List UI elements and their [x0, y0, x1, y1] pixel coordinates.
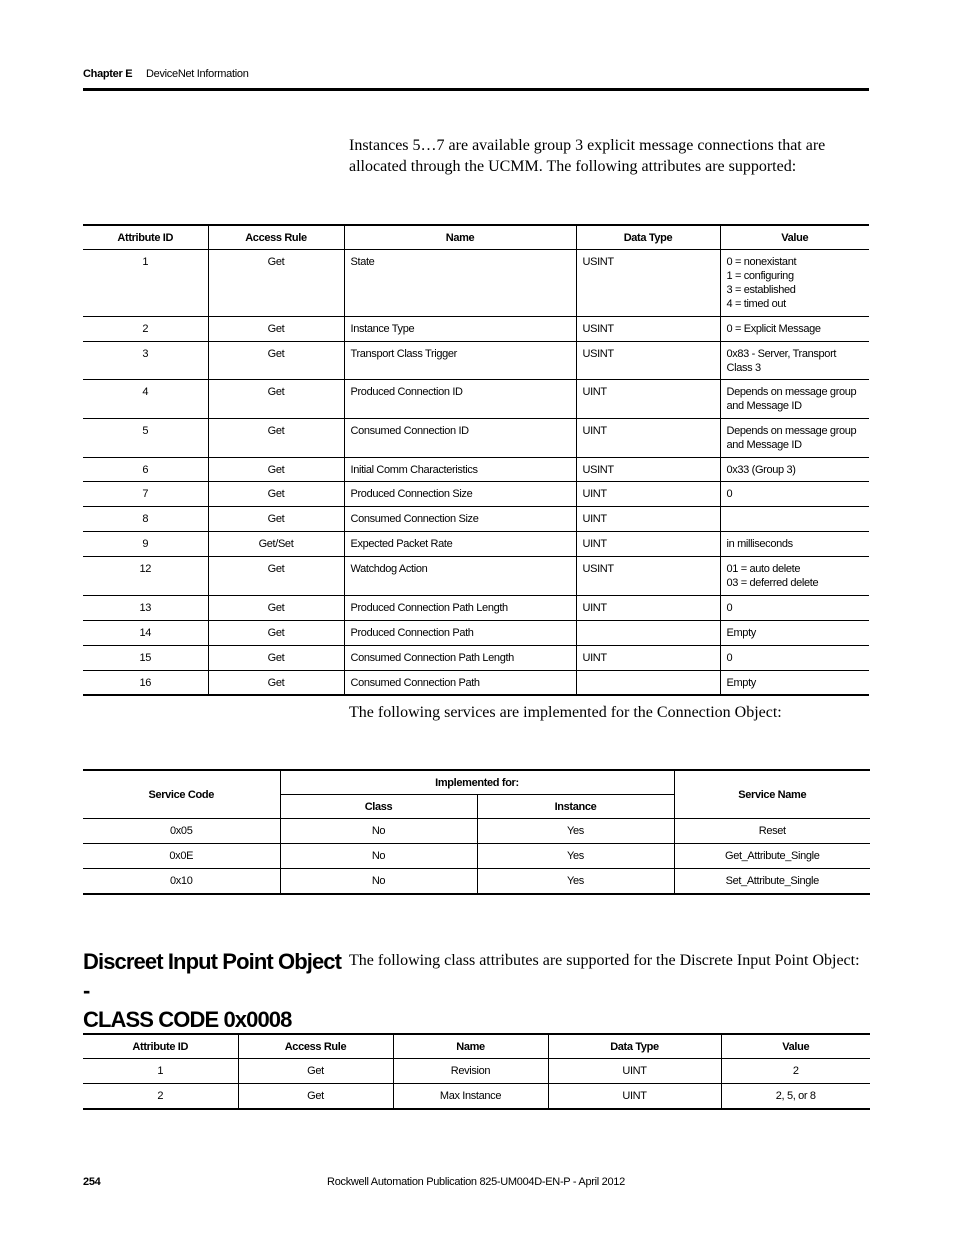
section-heading [83, 947, 343, 1034]
table-row [83, 482, 869, 507]
cell-service-code: 0x05 [83, 819, 280, 844]
cell-attribute-id: 4 [83, 380, 208, 419]
cell-attribute-id: 12 [83, 557, 208, 596]
col-header-data-type: Data Type [548, 1034, 721, 1059]
table-row [83, 557, 869, 596]
cell-value-line: 0 = Explicit Message [726, 323, 821, 335]
cell-name: Revision [393, 1059, 548, 1084]
cell-access-rule: Get [208, 317, 344, 342]
cell-attribute-id: 2 [83, 317, 208, 342]
table-row [83, 869, 870, 894]
table-header-row [83, 225, 869, 250]
cell-data-type: UINT [576, 380, 720, 419]
table-row [83, 458, 869, 482]
cell-attribute-id: 9 [83, 532, 208, 557]
col-header-attribute-id: Attribute ID [83, 225, 208, 250]
cell-value-line: 0 [726, 652, 733, 664]
cell-name: Consumed Connection ID [344, 419, 576, 458]
cell-data-type: USINT [576, 458, 720, 482]
cell-name: Produced Connection Path Length [344, 596, 576, 621]
cell-name: Transport Class Trigger [344, 342, 576, 380]
table-row [83, 317, 869, 342]
cell-data-type: UINT [548, 1059, 721, 1084]
cell-service-code: 0x10 [83, 869, 280, 894]
col-header-name: Name [344, 225, 576, 250]
cell-data-type: USINT [576, 317, 720, 342]
publication-info: Rockwell Automation Publication 825-UM004D-EN-P - April 2012 [327, 1176, 625, 1188]
col-header-service-code: Service Code [83, 770, 280, 819]
cell-access-rule: Get [208, 621, 344, 646]
cell-value-line: Depends on message group [726, 386, 857, 398]
col-header-value: Value [720, 225, 869, 250]
cell-value [720, 596, 869, 621]
cell-access-rule: Get [208, 380, 344, 419]
cell-attribute-id: 15 [83, 646, 208, 671]
cell-access-rule: Get/Set [208, 532, 344, 557]
cell-class: No [280, 819, 477, 844]
cell-name: Watchdog Action [344, 557, 576, 596]
table-row [83, 1084, 870, 1109]
intro-paragraph: Instances 5…7 are available group 3 explicit message connections that are allocated through the UCMM. The following attributes are supported: [349, 137, 826, 175]
page-footer [83, 1176, 869, 1192]
cell-value-line: and Message ID [726, 439, 802, 451]
chapter-title: DeviceNet Information [146, 68, 249, 80]
cell-name: Max Instance [393, 1084, 548, 1109]
cell-name: Produced Connection Path [344, 621, 576, 646]
cell-access-rule: Get [208, 250, 344, 317]
table-row [83, 646, 869, 671]
cell-value-line: 03 = deferred delete [726, 577, 819, 589]
cell-data-type: UINT [576, 596, 720, 621]
cell-instance: Yes [477, 869, 674, 894]
col-header-data-type: Data Type [576, 225, 720, 250]
cell-data-type: USINT [576, 342, 720, 380]
cell-attribute-id: 16 [83, 671, 208, 696]
cell-name: Initial Comm Characteristics [344, 458, 576, 482]
col-header-access-rule: Access Rule [208, 225, 344, 250]
cell-data-type [576, 671, 720, 696]
cell-value [720, 507, 869, 532]
cell-data-type: USINT [576, 250, 720, 317]
cell-value-line: 4 = timed out [726, 298, 786, 310]
col-header-service-name: Service Name [674, 770, 870, 819]
table-row [83, 342, 869, 380]
cell-value [720, 621, 869, 646]
cell-name: Consumed Connection Path [344, 671, 576, 696]
cell-attribute-id: 3 [83, 342, 208, 380]
cell-value-line: 0 [726, 602, 733, 614]
table-row [83, 507, 869, 532]
cell-value-line: Depends on message group [726, 425, 857, 437]
col-header-name: Name [393, 1034, 548, 1059]
col-header-access-rule: Access Rule [238, 1034, 393, 1059]
cell-access-rule: Get [208, 557, 344, 596]
cell-instance: Yes [477, 819, 674, 844]
table-row [83, 532, 869, 557]
cell-attribute-id: 8 [83, 507, 208, 532]
cell-value-line: 0 = nonexistant [726, 256, 797, 268]
cell-value [720, 342, 869, 380]
cell-access-rule: Get [238, 1059, 393, 1084]
services-paragraph: The following services are implemented for the Connection Object: [349, 704, 782, 721]
cell-value [720, 250, 869, 317]
cell-name: Consumed Connection Size [344, 507, 576, 532]
section-paragraph: The following class attributes are supported for the Discrete Input Point Object: [349, 952, 860, 969]
cell-value-line: 0x33 (Group 3) [726, 464, 796, 476]
table-row [83, 844, 870, 869]
cell-value-line: 1 = configuring [726, 270, 794, 282]
cell-service-code: 0x0E [83, 844, 280, 869]
cell-data-type: UINT [576, 646, 720, 671]
cell-class: No [280, 844, 477, 869]
cell-value-line: Empty [726, 677, 756, 689]
cell-access-rule: Get [208, 507, 344, 532]
cell-access-rule: Get [208, 646, 344, 671]
cell-attribute-id: 5 [83, 419, 208, 458]
table-header-row [83, 1034, 870, 1059]
cell-attribute-id: 1 [83, 1059, 238, 1084]
cell-access-rule: Get [208, 342, 344, 380]
cell-value: 2 [721, 1059, 870, 1084]
cell-name: Produced Connection ID [344, 380, 576, 419]
cell-access-rule: Get [208, 419, 344, 458]
cell-service-name: Set_Attribute_Single [674, 869, 870, 894]
table-header-row [83, 770, 870, 795]
cell-attribute-id: 14 [83, 621, 208, 646]
cell-value-line: in milliseconds [726, 538, 793, 550]
cell-data-type: UINT [548, 1084, 721, 1109]
cell-value [720, 557, 869, 596]
cell-value [720, 419, 869, 458]
cell-name: Instance Type [344, 317, 576, 342]
cell-value [720, 482, 869, 507]
cell-data-type: UINT [576, 507, 720, 532]
cell-access-rule: Get [208, 596, 344, 621]
table-row [83, 671, 869, 696]
table-row [83, 819, 870, 844]
table-row [83, 250, 869, 317]
cell-value [720, 380, 869, 419]
cell-value [720, 317, 869, 342]
cell-value: 2, 5, or 8 [721, 1084, 870, 1109]
cell-attribute-id: 13 [83, 596, 208, 621]
cell-name: Produced Connection Size [344, 482, 576, 507]
cell-attribute-id: 6 [83, 458, 208, 482]
cell-data-type: USINT [576, 557, 720, 596]
table-row [83, 419, 869, 458]
cell-class: No [280, 869, 477, 894]
discrete-input-class-attributes-table [83, 1033, 870, 1110]
table-row [83, 1059, 870, 1084]
cell-name: Expected Packet Rate [344, 532, 576, 557]
cell-service-name: Reset [674, 819, 870, 844]
chapter-label: Chapter E [83, 68, 133, 80]
cell-access-rule: Get [208, 671, 344, 696]
cell-attribute-id: 2 [83, 1084, 238, 1109]
cell-value [720, 646, 869, 671]
table-row [83, 380, 869, 419]
cell-access-rule: Get [238, 1084, 393, 1109]
col-header-instance: Instance [477, 795, 674, 819]
cell-access-rule: Get [208, 458, 344, 482]
cell-data-type: UINT [576, 419, 720, 458]
cell-value-line: 01 = auto delete [726, 563, 801, 575]
cell-service-name: Get_Attribute_Single [674, 844, 870, 869]
cell-data-type: UINT [576, 482, 720, 507]
cell-attribute-id: 1 [83, 250, 208, 317]
col-header-attribute-id: Attribute ID [83, 1034, 238, 1059]
table-row [83, 621, 869, 646]
page-number: 254 [83, 1176, 101, 1188]
table-row [83, 596, 869, 621]
connection-services-table [83, 769, 870, 895]
col-header-class: Class [280, 795, 477, 819]
section-heading-line1: Discreet Input Point Object - [83, 949, 342, 1003]
cell-name: Consumed Connection Path Length [344, 646, 576, 671]
cell-access-rule: Get [208, 482, 344, 507]
cell-data-type [576, 621, 720, 646]
cell-attribute-id: 7 [83, 482, 208, 507]
col-header-implemented-for: Implemented for: [280, 770, 674, 795]
cell-data-type: UINT [576, 532, 720, 557]
cell-value [720, 671, 869, 696]
cell-value [720, 458, 869, 482]
cell-value-line: 0x83 - Server, Transport Class 3 [726, 348, 837, 374]
cell-value-line: 3 = established [726, 284, 796, 296]
cell-value-line: 0 [726, 488, 733, 500]
page-header [83, 66, 869, 91]
cell-value-line: and Message ID [726, 400, 802, 412]
col-header-value: Value [721, 1034, 870, 1059]
cell-name: State [344, 250, 576, 317]
cell-instance: Yes [477, 844, 674, 869]
section-heading-line2: CLASS CODE 0x0008 [83, 1007, 292, 1032]
cell-value-line: Empty [726, 627, 756, 639]
cell-value [720, 532, 869, 557]
connection-attributes-table [83, 224, 869, 696]
